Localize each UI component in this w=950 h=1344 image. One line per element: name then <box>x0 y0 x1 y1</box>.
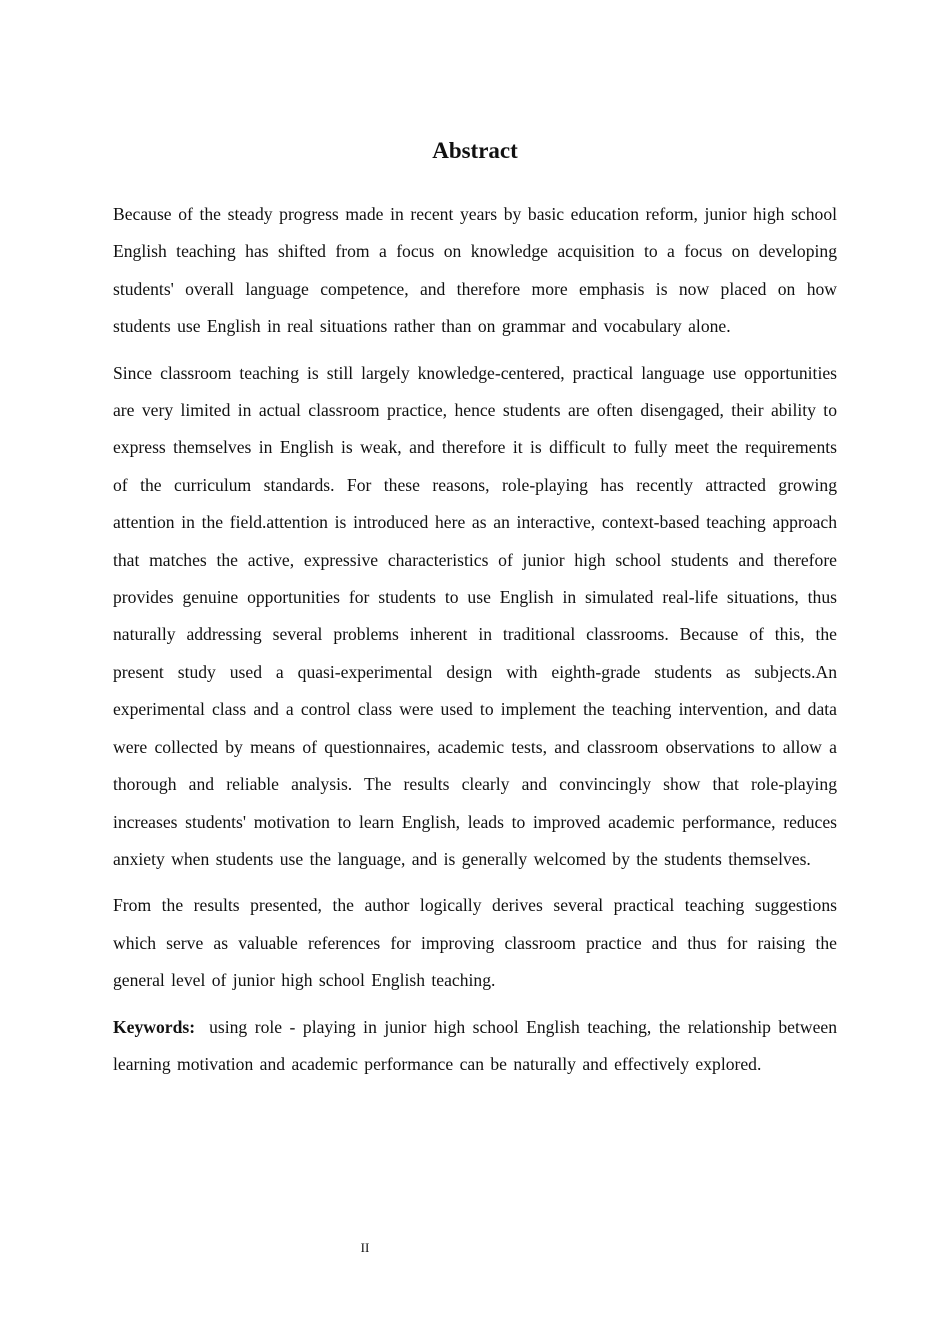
page-title: Abstract <box>432 138 518 163</box>
keywords-label: Keywords: <box>113 1016 196 1037</box>
abstract-paragraph-3: From the results presented, the author logically derives several practical teaching suggestions which serve as valuable references for improving classroom practice and thus for raising the general level of junior high school English teaching. <box>113 895 837 991</box>
keywords-paragraph <box>113 1009 837 1084</box>
keywords-text: using role - playing in junior high school English teaching, the relationship between learning motivation and academic performance can be naturally and effectively explored. <box>113 1016 837 1074</box>
page-number: II <box>360 1240 370 1255</box>
abstract-paragraph-2: Since classroom teaching is still largely knowledge-centered, practical language use opportunities are very limited in actual classroom practice, hence students are often disengaged, their ability to express themselves in English is weak, and therefore it is difficult to fully meet the requirements of the curriculum standards. For these reasons, role-playing has recently attracted growing attention in the field.attention is introduced here as an interactive, context-based teaching approach that matches the active, expressive characteristics of junior high school students and therefore provides genuine opportunities for students to use English in simulated real-life situations, thus naturally addressing several problems inherent in traditional classrooms. Because of this, the present study used a quasi-experimental design with eighth-grade students as subjects.An experimental class and a control class were used to implement the teaching intervention, and data were collected by means of questionnaires, academic tests, and classroom observations to allow a thorough and reliable analysis. The results clearly and convincingly show that role-playing increases students' motivation to learn English, leads to improved academic performance, reduces anxiety when students use the language, and is generally welcomed by the students themselves. <box>113 362 837 869</box>
abstract-body <box>113 196 837 1092</box>
abstract-paragraph-1: Because of the steady progress made in recent years by basic education reform, junior high school English teaching has shifted from a focus on knowledge acquisition to a focus on developing students' overall language competence, and therefore more emphasis is now placed on how students use English in real situations rather than on grammar and vocabulary alone. <box>113 204 837 337</box>
